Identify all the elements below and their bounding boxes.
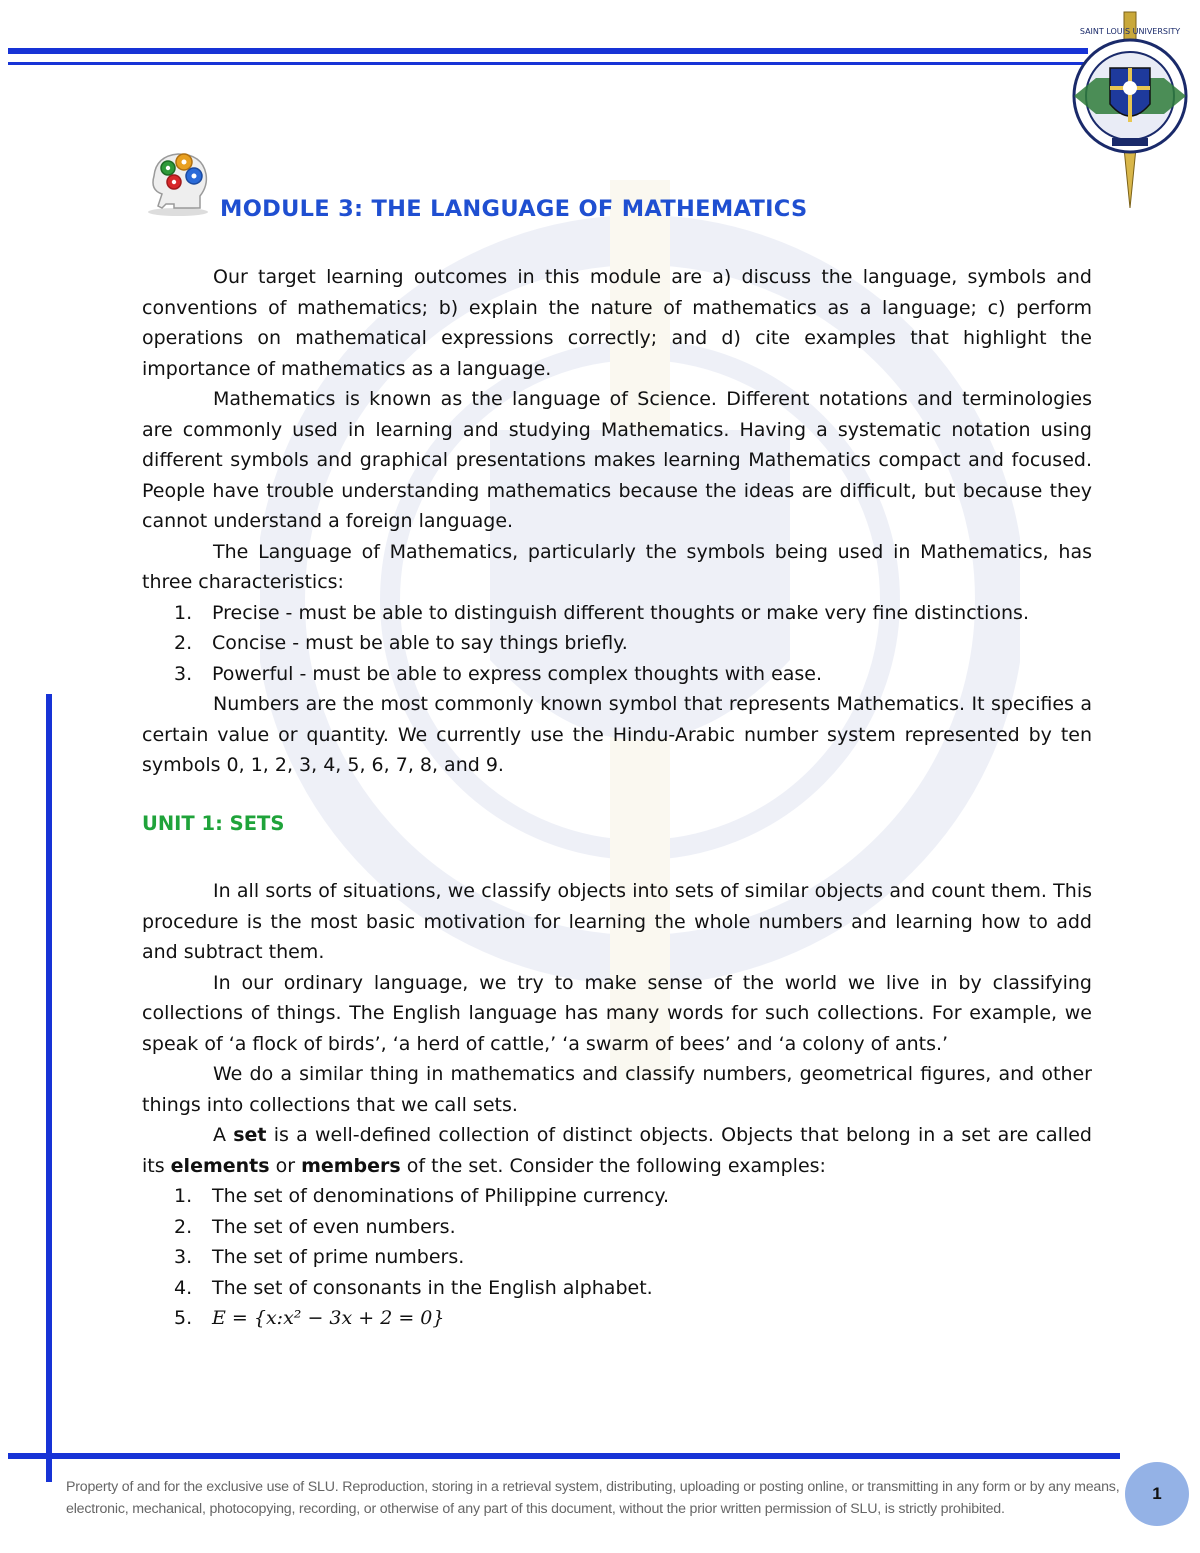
set-formula: E = {x:x² − 3x + 2 = 0} — [212, 1307, 445, 1329]
seal-lettering: SAINT LOUIS UNIVERSITY — [1079, 27, 1181, 36]
unit-section — [142, 876, 1092, 1334]
list-text: Powerful - must be able to express complex thoughts with ease. — [212, 662, 823, 685]
list-number: 3. — [174, 1246, 193, 1268]
set-term: set — [233, 1124, 267, 1146]
set-def-or: or — [269, 1154, 302, 1177]
set-definition-paragraph — [142, 1120, 1092, 1181]
unit-title: UNIT 1: SETS — [142, 812, 285, 835]
set-def-end: of the set. Consider the following examples: — [400, 1154, 826, 1177]
mathematics-sets-paragraph: We do a similar thing in mathematics and classify numbers, geometrical figures, and other things into collections that we call sets. — [142, 1063, 1092, 1116]
list-text: Precise - must be able to distinguish different thoughts or make very fine distinctions. — [212, 601, 1029, 624]
list-number: 4. — [174, 1276, 193, 1299]
list-number: 1. — [174, 601, 193, 624]
list-number: 5. — [174, 1307, 193, 1329]
university-seal — [1066, 8, 1194, 208]
classify-paragraph: In all sorts of situations, we classify objects into sets of similar objects and count them. This procedure is the most basic motivation for learning the whole numbers and learning how to add and subtract them. — [142, 880, 1092, 963]
examples-list — [142, 1181, 1092, 1334]
list-item — [142, 1273, 1092, 1304]
characteristics-intro-paragraph: The Language of Mathematics, particularly the symbols being used in Mathematics, has three characteristics: — [142, 540, 1092, 593]
list-item — [142, 1181, 1092, 1212]
copyright-footer: Property of and for the exclusive use of SLU. Reproduction, storing in a retrieval system, distributing, uploading or posting online, or transmitting in any form or by any means, electronic, mechanical, photocopying, recording, or otherwise of any part of this document, without the prior written permission of SLU, is strictly prohibited. — [66, 1479, 1120, 1517]
left-margin-line — [46, 694, 52, 1482]
list-text: The set of denominations of Philippine currency. — [212, 1185, 670, 1207]
set-def-start: A — [213, 1124, 234, 1146]
list-item — [142, 598, 1092, 629]
list-item — [142, 1212, 1092, 1243]
list-text: Concise - must be able to say things briefly. — [212, 632, 628, 654]
header-line-bottom — [8, 62, 1088, 65]
ordinary-language-paragraph: In our ordinary language, we try to make sense of the world we live in by classifying collections of things. The English language has many words for such collections. For example, we speak of ‘a flock of birds’, ‘a herd of cattle,’ ‘a swarm of bees’ and ‘a colony of ants.’ — [142, 971, 1092, 1055]
list-text: The set of even numbers. — [212, 1215, 456, 1238]
set-def-middle: is a well-defined collection of distinct objects. Objects that belong in a set are called its — [142, 1124, 1092, 1177]
numbers-paragraph: Numbers are the most commonly known symbol that represents Mathematics. It specifies a certain value or quantity. We currently use the Hindu-Arabic number system represented by ten symbols 0, 1, 2, 3, 4, 5, 6, 7, 8, and 9. — [142, 693, 1092, 776]
list-number: 2. — [174, 1215, 193, 1238]
intro-section — [142, 262, 1092, 781]
list-item — [142, 1242, 1092, 1273]
list-number: 2. — [174, 632, 193, 654]
page-number: 1 — [1152, 1484, 1162, 1503]
brain-gears-icon — [144, 146, 214, 218]
module-title: MODULE 3: THE LANGUAGE OF MATHEMATICS — [220, 196, 808, 222]
members-term: members — [301, 1154, 401, 1177]
list-text: The set of prime numbers. — [212, 1246, 465, 1268]
header-line-top — [8, 48, 1088, 54]
characteristics-list — [142, 598, 1092, 690]
list-item — [142, 659, 1092, 690]
language-of-science-paragraph: Mathematics is known as the language of Science. Different notations and terminologies are commonly used in learning and studying Mathematics. Having a systematic notation using different symbols and graphical presentations makes learning Mathematics compact and focused. People have trouble understanding mathematics because the ideas are difficult, but because they cannot understand a foreign language. — [142, 388, 1092, 532]
elements-term: elements — [170, 1154, 270, 1177]
footer-line — [8, 1453, 1120, 1459]
list-text: The set of consonants in the English alphabet. — [212, 1276, 653, 1299]
learning-outcomes-paragraph: Our target learning outcomes in this module are a) discuss the language, symbols and conventions of mathematics; b) explain the nature of mathematics as a language; c) perform operations on mathematical expressions correctly; and d) cite examples that highlight the importance of mathematics as a language. — [142, 266, 1092, 380]
list-number: 3. — [174, 662, 193, 685]
list-item — [142, 628, 1092, 659]
list-item — [142, 1303, 1092, 1334]
list-number: 1. — [174, 1185, 193, 1207]
